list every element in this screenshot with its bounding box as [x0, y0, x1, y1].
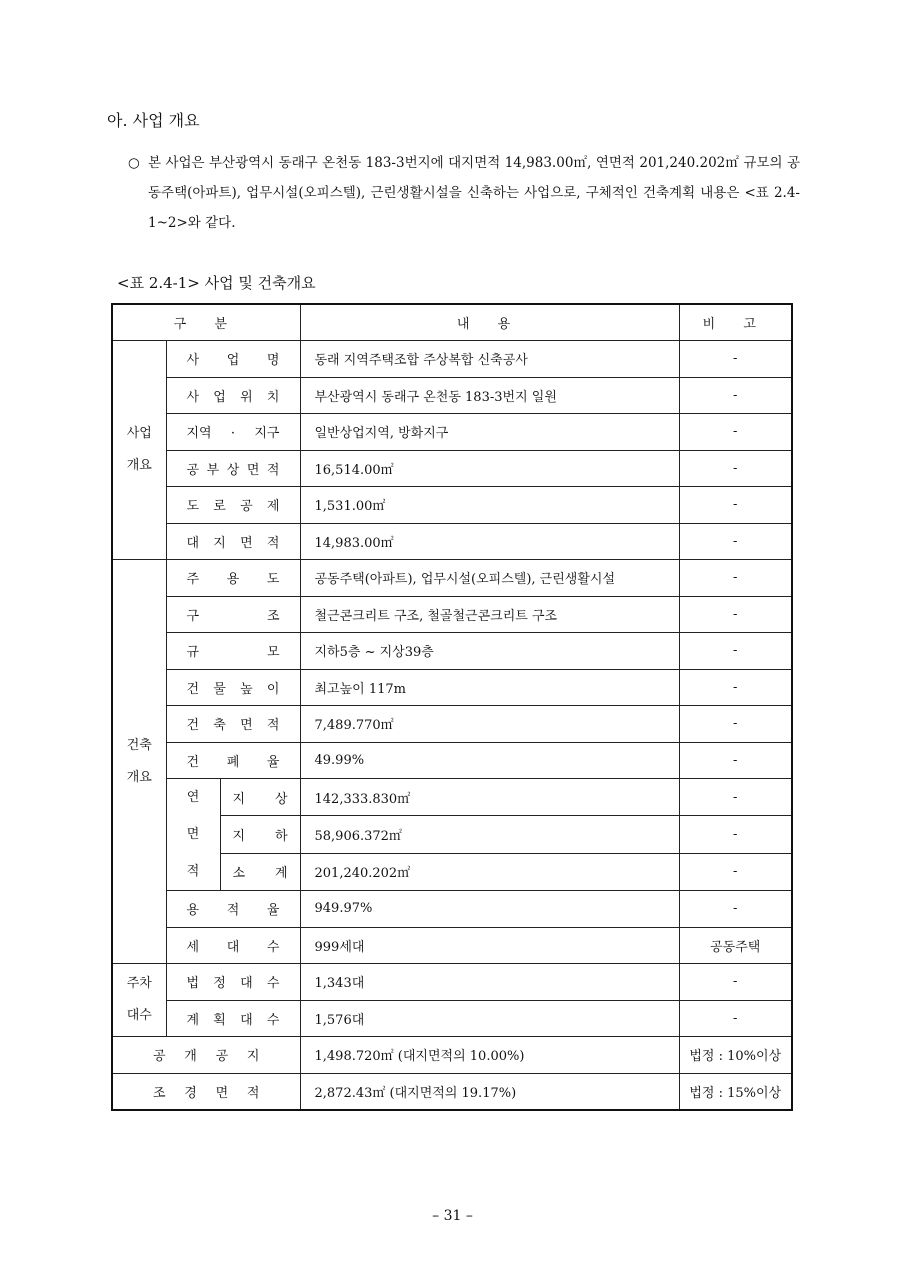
table-row: [112, 414, 792, 451]
row-label: 용 적 율: [166, 891, 300, 928]
row-value: 949.97%: [300, 891, 679, 928]
table-caption: <표 2.4-1> 사업 및 건축개요: [117, 274, 316, 292]
table-row: [112, 341, 792, 378]
table-row: [112, 669, 792, 706]
table-row: [112, 927, 792, 964]
row-label: 주 용 도: [166, 560, 300, 597]
row-label: 구 조: [166, 596, 300, 633]
row-label: 건 축 면 적: [166, 706, 300, 743]
row-label: 지 하: [220, 816, 300, 853]
group-business: [112, 341, 166, 560]
group-floor-area: [166, 779, 220, 891]
group-parking-label: 주차 대수: [126, 976, 152, 1023]
row-label: 공 부 상 면 적: [166, 450, 300, 487]
table-row: [112, 523, 792, 560]
row-note: -: [679, 816, 792, 853]
row-value: 1,343대: [300, 964, 679, 1001]
table-row: [112, 633, 792, 670]
table-row: [112, 742, 792, 779]
row-value: 2,872.43㎡ (대지면적의 19.17%): [300, 1073, 679, 1110]
table-row: [112, 377, 792, 414]
group-building: [112, 560, 166, 964]
row-label: 도 로 공 제: [166, 487, 300, 524]
row-value: 7,489.770㎡: [300, 706, 679, 743]
row-note: -: [679, 560, 792, 597]
page-number: – 31 –: [432, 1208, 473, 1224]
row-value: 1,498.720㎡ (대지면적의 10.00%): [300, 1037, 679, 1074]
table-header-row: [112, 304, 792, 341]
row-label: 지 상: [220, 779, 300, 816]
intro-text: 본 사업은 부산광역시 동래구 온천동 183-3번지에 대지면적 14,983.00㎡, 연면적 201,240.202㎡ 규모의 공동주택(아파트), 업무시설(오피스텔), 근린생활시설을 신축하는 사업으로, 구체적인 건축계획 내용은 <표 2.4-1~2>와 같다.: [148, 155, 800, 231]
row-label: 사 업 명: [166, 341, 300, 378]
table-row: [112, 1037, 792, 1074]
row-note: -: [679, 964, 792, 1001]
row-label: 지역 · 지구: [166, 414, 300, 451]
row-value: 1,531.00㎡: [300, 487, 679, 524]
header-category: 구 분: [112, 304, 300, 341]
project-overview-table: [111, 303, 793, 1111]
row-note: -: [679, 487, 792, 524]
table-row: [112, 1000, 792, 1037]
table-row: [112, 964, 792, 1001]
group-building-label: 건축 개요: [126, 737, 152, 785]
row-note: -: [679, 706, 792, 743]
row-value: 201,240.202㎡: [300, 853, 679, 890]
row-label: 법 정 대 수: [166, 964, 300, 1001]
row-note: -: [679, 779, 792, 816]
row-note: -: [679, 853, 792, 890]
row-value: 부산광역시 동래구 온천동 183-3번지 일원: [300, 377, 679, 414]
row-note: 법정 : 10%이상: [679, 1037, 792, 1074]
table-row: [112, 560, 792, 597]
row-label: 소 계: [220, 853, 300, 890]
row-value: 지하5층 ~ 지상39층: [300, 633, 679, 670]
table-row: [112, 487, 792, 524]
row-note: -: [679, 742, 792, 779]
row-value: 999세대: [300, 927, 679, 964]
row-label: 공 개 공 지: [112, 1037, 300, 1074]
row-label: 대 지 면 적: [166, 523, 300, 560]
table-row: [112, 450, 792, 487]
row-note: -: [679, 596, 792, 633]
row-value: 58,906.372㎡: [300, 816, 679, 853]
row-value: 최고높이 117m: [300, 669, 679, 706]
row-note: -: [679, 891, 792, 928]
row-value: 16,514.00㎡: [300, 450, 679, 487]
row-label: 조 경 면 적: [112, 1073, 300, 1110]
row-note: -: [679, 633, 792, 670]
table-row: [112, 706, 792, 743]
row-label: 세 대 수: [166, 927, 300, 964]
row-note: 법정 : 15%이상: [679, 1073, 792, 1110]
table-row: [112, 891, 792, 928]
table-row: [112, 596, 792, 633]
row-value: 49.99%: [300, 742, 679, 779]
table-row: [112, 779, 792, 816]
row-note: 공동주택: [679, 927, 792, 964]
row-label: 건 폐 율: [166, 742, 300, 779]
intro-paragraph: [128, 148, 800, 238]
group-floor-area-label: 연 면 적: [186, 790, 200, 879]
row-note: -: [679, 450, 792, 487]
row-value: 동래 지역주택조합 주상복합 신축공사: [300, 341, 679, 378]
row-note: -: [679, 377, 792, 414]
row-value: 142,333.830㎡: [300, 779, 679, 816]
row-label: 계 획 대 수: [166, 1000, 300, 1037]
row-note: -: [679, 414, 792, 451]
row-note: -: [679, 523, 792, 560]
row-note: -: [679, 1000, 792, 1037]
row-value: 공동주택(아파트), 업무시설(오피스텔), 근린생활시설: [300, 560, 679, 597]
row-value: 일반상업지역, 방화지구: [300, 414, 679, 451]
row-value: 철근콘크리트 구조, 철골철근콘크리트 구조: [300, 596, 679, 633]
row-note: -: [679, 341, 792, 378]
bullet-icon: ○: [128, 155, 140, 171]
header-content: 내 용: [300, 304, 679, 341]
table-row: [112, 1073, 792, 1110]
row-label: 사 업 위 치: [166, 377, 300, 414]
row-value: 14,983.00㎡: [300, 523, 679, 560]
group-parking: [112, 964, 166, 1037]
group-business-label: 사업 개요: [126, 426, 152, 473]
row-value: 1,576대: [300, 1000, 679, 1037]
row-note: -: [679, 669, 792, 706]
row-label: 건 물 높 이: [166, 669, 300, 706]
header-note: 비 고: [679, 304, 792, 341]
row-label: 규 모: [166, 633, 300, 670]
section-title: 아. 사업 개요: [107, 111, 200, 130]
